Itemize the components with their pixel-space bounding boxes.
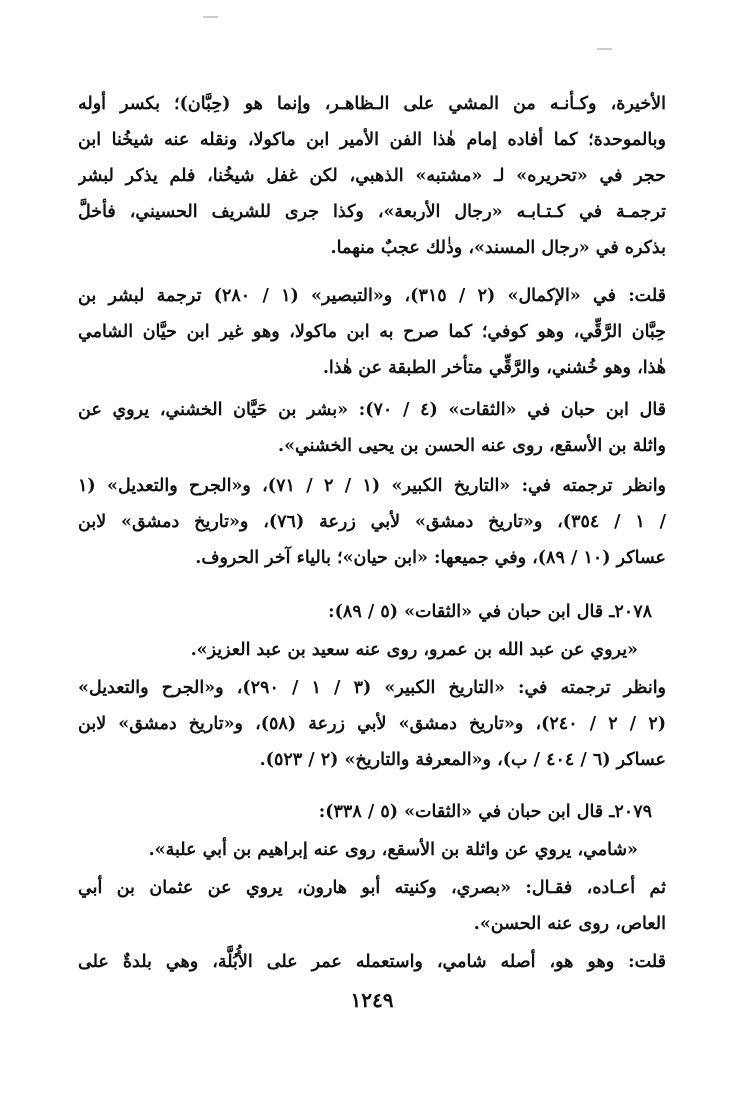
text-line: «شامي، يروي عن واثلة بن الأسقع، روى عنه إبراهيم بن أبي علبة». bbox=[148, 840, 638, 860]
text-line: ترجمـة في كـتـابـه «رجال الأربعة»، وكذا جرى للشريف الحسيني، فأخلَّ bbox=[78, 202, 666, 222]
text-line: قلت: وهو هو، أصله شامي، واستعمله عمر على الأُبُلَّة، وهي بلدةٌ على bbox=[78, 952, 666, 972]
scan-artifacts bbox=[0, 0, 744, 60]
text-line: وبالموحدة؛ كما أفاده إمام هٰذا الفن الأمير ابن ماكولا، ونقله عنه شيخُنا ابن bbox=[78, 130, 666, 150]
text-line: العاص، روى عنه الحسن». bbox=[473, 914, 666, 934]
text-line: حجر في «تحريره» لـ «مشتبه» الذهبي، لكن غفل شيخُنا، فلم يذكر لبشر bbox=[78, 166, 666, 186]
paragraph-thiqat-quote bbox=[78, 392, 666, 464]
text-line: الأخيرة، وكـأنـه من المشي على الـظاهـر، وإنما هو (حِبَّان)؛ بكسر أوله bbox=[78, 94, 666, 114]
text-line: وانظر ترجمته في: «التاريخ الكبير» (١ / ٢ / ٧١)، و«الجرح والتعديل» (١ bbox=[78, 476, 666, 496]
text-line: حِبَّان الرَّقِّي، وهو كوفي؛ كما صرح به ابن ماكولا، وهو غير ابن حيَّان الشامي bbox=[78, 322, 666, 342]
text-line: / ١ / ٣٥٤)، و«تاريخ دمشق» لأبي زرعة (٧٦)، و«تاريخ دمشق» لابن bbox=[78, 512, 666, 532]
text-line: واثلة بن الأسقع، روى عنه الحسن بن يحيى الخشني». bbox=[278, 436, 666, 456]
text-line: (٢ / ٢ / ٢٤٠)، و«تاريخ دمشق» لأبي زرعة (٥٨)، و«تاريخ دمشق» لابن bbox=[78, 714, 666, 734]
paragraph-qult bbox=[78, 278, 666, 386]
page-number: ١٢٤٩ bbox=[350, 988, 394, 1012]
entry-heading-2079: ٢٠٧٩ـ قال ابن حبان في «الثقات» (٥ / ٣٣٨): bbox=[318, 802, 652, 822]
text-line: عساكر (١٠ / ٨٩)، وفي جميعها: «ابن حيان»؛ بالياء آخر الحروف. bbox=[195, 548, 666, 568]
text-line: قلت: في «الإكمال» (٢ / ٣١٥)، و«التبصير» (١ / ٢٨٠) ترجمة لبشر بن bbox=[78, 286, 666, 306]
text-line: قال ابن حبان في «الثقات» (٤ / ٧٠): «بشر بن حَيَّان الخشني، يروي عن bbox=[78, 400, 666, 420]
text-line: «يروي عن عبد الله بن عمرو، روى عنه سعيد بن عبد العزيز». bbox=[190, 640, 638, 660]
text-line: وانظر ترجمته في: «التاريخ الكبير» (٣ / ١ / ٢٩٠)، و«الجرح والتعديل» bbox=[78, 678, 666, 698]
text-line: عساكر (٦ / ٤٠٤ / ب)، و«المعرفة والتاريخ» (٢ / ٥٢٣). bbox=[259, 750, 666, 770]
paragraph-references bbox=[78, 468, 666, 576]
entry-heading-2078: ٢٠٧٨ـ قال ابن حبان في «الثقات» (٥ / ٨٩): bbox=[328, 602, 652, 622]
entry-2078-references bbox=[78, 670, 666, 778]
paragraph-intro bbox=[78, 86, 666, 266]
text-line: بذكره في «رجال المسند»، وذٰلك عجبٌ منهما. bbox=[330, 238, 666, 258]
entry-2079-qult bbox=[78, 944, 666, 980]
entry-2078-quote bbox=[78, 632, 638, 668]
text-line: هٰذا، وهو خُشني، والرَّقِّي متأخر الطبقة عن هٰذا. bbox=[322, 358, 666, 378]
entry-2079-quote bbox=[78, 832, 638, 868]
entry-2079-repeat bbox=[78, 870, 666, 942]
text-line: ثم أعـاده، فقـال: «بصري، وكنيته أبو هارون، يروي عن عثمان بن أبي bbox=[78, 878, 666, 898]
